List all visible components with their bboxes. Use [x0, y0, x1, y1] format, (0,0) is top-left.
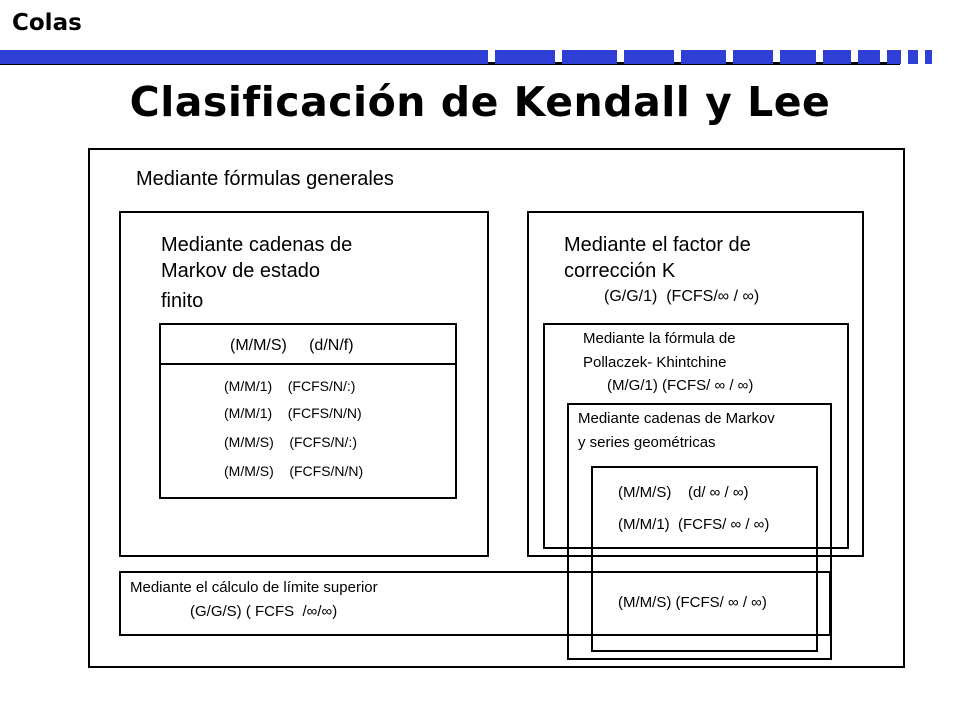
- general-formulas-label: Mediante fórmulas generales: [136, 168, 394, 190]
- stripe-segment: [562, 50, 617, 64]
- models-header-divider: [159, 363, 457, 365]
- model-row: (M/M/1) (FCFS/N/:): [224, 378, 356, 394]
- stripe-segment: [495, 50, 555, 64]
- markov-finite-label-1: Mediante cadenas de: [161, 234, 353, 256]
- upper-bound-formula: (G/G/S) ( FCFS /∞/∞): [190, 603, 338, 620]
- upper-bound-label: Mediante el cálculo de límite superior: [130, 579, 378, 596]
- pollaczek-label-2: Pollaczek- Khintchine: [583, 354, 727, 371]
- stripe-segment: [925, 50, 932, 64]
- header-title: Colas: [12, 10, 82, 36]
- stripe-segment: [624, 50, 674, 64]
- correction-k-label-2: corrección K: [564, 260, 676, 282]
- stripe-segment: [823, 50, 851, 64]
- geometric-model: (M/M/S) (d/ ∞ / ∞): [618, 484, 749, 501]
- stripe-segment: [733, 50, 773, 64]
- geometric-model: (M/M/1) (FCFS/ ∞ / ∞): [618, 516, 770, 533]
- pollaczek-label-1: Mediante la fórmula de: [583, 330, 736, 347]
- model-row: (M/M/S) (FCFS/N/:): [224, 434, 357, 450]
- stripe-segment: [887, 50, 901, 64]
- geometric-model: (M/M/S) (FCFS/ ∞ / ∞): [618, 594, 767, 611]
- stripe-segment: [908, 50, 918, 64]
- markov-geometric-label-2: y series geométricas: [578, 434, 716, 451]
- model-row: (M/M/S) (FCFS/N/N): [224, 463, 364, 479]
- model-row: (M/M/1) (FCFS/N/N): [224, 405, 362, 421]
- markov-geometric-label-1: Mediante cadenas de Markov: [578, 410, 775, 427]
- models-header: (M/M/S) (d/N/f): [230, 337, 354, 354]
- page-title: Clasificación de Kendall y Lee: [129, 78, 831, 126]
- stripe-segment: [0, 50, 488, 64]
- markov-finite-label-3: finito: [161, 290, 204, 312]
- stripe-segment: [681, 50, 726, 64]
- pollaczek-formula: (M/G/1) (FCFS/ ∞ / ∞): [607, 377, 754, 394]
- markov-finite-label-2: Markov de estado: [161, 260, 320, 282]
- stripe-segment: [858, 50, 880, 64]
- correction-k-formula: (G/G/1) (FCFS/∞ / ∞): [604, 288, 760, 305]
- correction-k-label-1: Mediante el factor de: [564, 234, 751, 256]
- stripe-segment: [780, 50, 816, 64]
